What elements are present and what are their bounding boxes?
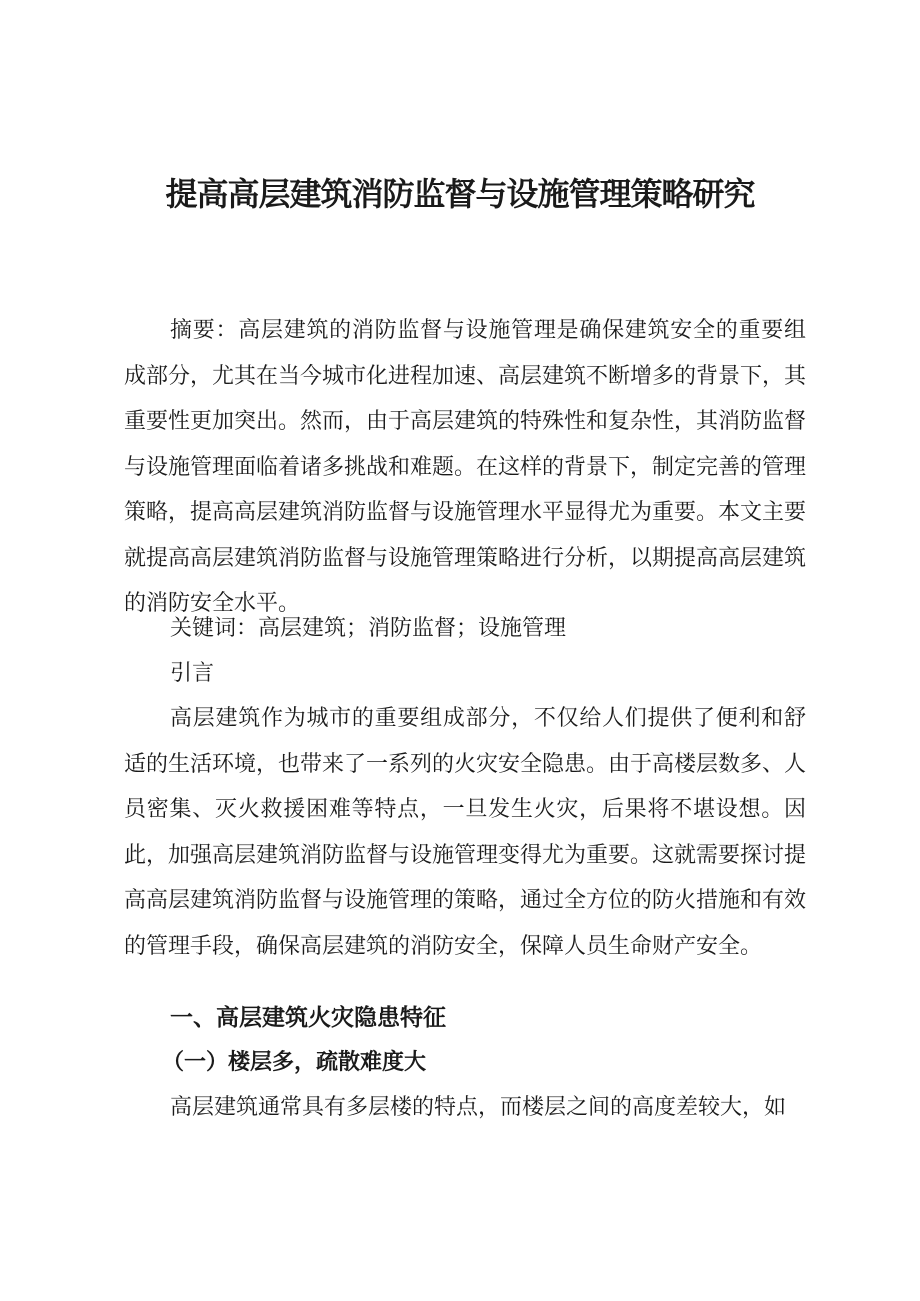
subsection-heading: （一）楼层多，疏散难度大 [162, 1049, 427, 1075]
intro-paragraph: 高层建筑作为城市的重要组成部分，不仅给人们提供了便利和舒适的生活环境，也带来了一系列的火灾安全隐患。由于高楼层数多、人员密集、灭火救援困难等特点，一旦发生火灾，后果将不堪设想。因此，加强高层建筑消防监督与设施管理变得尤为重要。这就需要探讨提高高层建筑消防监督与设施管理的策略，通过全方位的防火措施和有效的管理手段，确保高层建筑的消防安全，保障人员生命财产安全。 [124, 706, 807, 959]
section-heading: 一、高层建筑火灾隐患特征 [170, 1005, 446, 1031]
intro-heading: 引言 [170, 661, 215, 686]
abstract-paragraph: 摘要：高层建筑的消防监督与设施管理是确保建筑安全的重要组成部分，尤其在当今城市化进程加速、高层建筑不断增多的背景下，其重要性更加突出。然而，由于高层建筑的特殊性和复杂性，其消防监督与设施管理面临着诸多挑战和难题。在这样的背景下，制定完善的管理策略，提高高层建筑消防监督与设施管理水平显得尤为重要。本文主要就提高高层建筑消防监督与设施管理策略进行分析，以期提高高层建筑的消防安全水平。 [124, 318, 807, 616]
section-paragraph: 高层建筑通常具有多层楼的特点，而楼层之间的高度差较大，如 [170, 1095, 787, 1120]
document-title: 提高高层建筑消防监督与设施管理策略研究 [165, 175, 755, 213]
keywords-line: 关键词：高层建筑；消防监督；设施管理 [170, 616, 567, 641]
